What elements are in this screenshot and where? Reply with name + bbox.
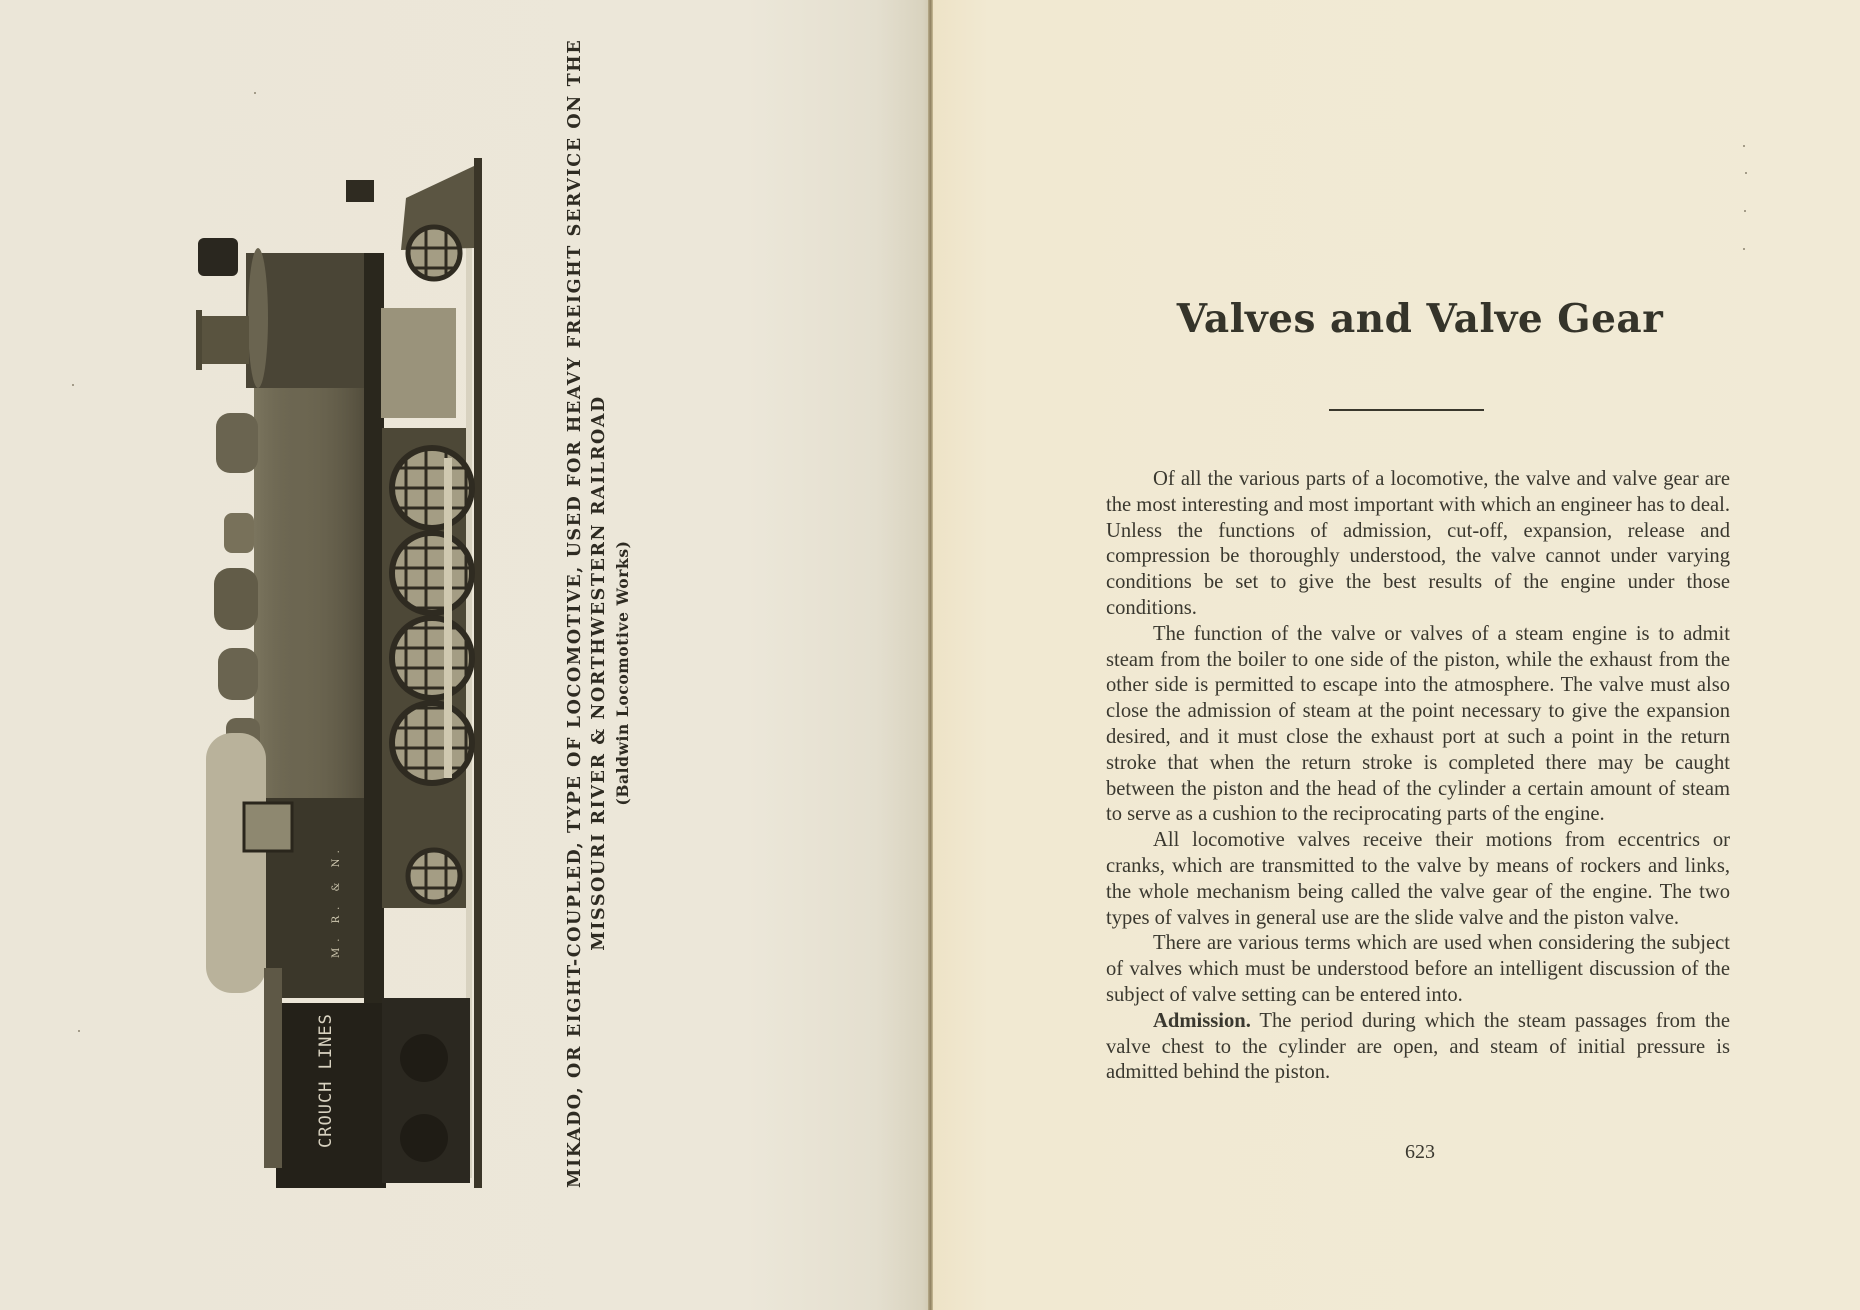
paragraph: There are various terms which are used when considering the subject of valves which must be understood before an intelligent discussion of the subject of valve setting can be entered into.	[1106, 932, 1730, 1006]
paragraph-admission-definition: Admission. The period during which the steam passages from the valve chest to the cylinder are open, and steam of initial pressure is admitted behind the piston.	[1106, 1009, 1730, 1084]
paper-speck	[78, 1030, 80, 1032]
paragraph: All locomotive valves receive their motions from eccentrics or cranks, which are transmitted to the valve by means of rockers and links, the whole mechanism being called the valve gear of the engine. The two types of valves in general use are the slide valve and the piston valve.	[1106, 829, 1730, 929]
plate-caption	[563, 38, 635, 1188]
chapter-body	[1106, 467, 1730, 1086]
page-number: 623	[1405, 1141, 1435, 1163]
paper-speck	[1743, 248, 1745, 250]
paragraph: Of all the various parts of a locomotive, the valve and valve gear are the most interesting and most important with which an engineer has to deal. Unless the functions of admission, cut-off, expansion, release and compression be thoroughly understood, the valve cannot under varying conditions be set to give the best results of the engine under those conditions.	[1106, 468, 1730, 619]
caption-line-2: MISSOURI RIVER & NORTHWESTERN RAILROAD	[589, 395, 609, 951]
term-admission: Admission.	[1153, 1009, 1251, 1032]
paper-speck	[1744, 210, 1746, 212]
locomotive-illustration	[196, 158, 486, 1188]
chapter-title: Valves and Valve Gear	[1176, 296, 1664, 342]
paper-speck	[1745, 172, 1747, 174]
locomotive-plate	[196, 158, 486, 1188]
caption-credit: (Baldwin Locomotive Works)	[613, 540, 632, 806]
title-rule	[1329, 409, 1484, 411]
paragraph: The function of the valve or valves of a steam engine is to admit steam from the boiler to one side of the piston, while the exhaust from the other side is permitted to escape into the atmosphere. The valve must also close the admission of steam at the point necessary to give the expansion desired, and it must close the exhaust port at such a point in the return stroke that when the return stroke is completed there may be caught between the piston and the head of the cylinder a certain amount of steam to serve as a cushion to the reciprocating parts of the engine.	[1106, 622, 1730, 826]
cab-lettering: M. R. & N.	[331, 844, 342, 958]
tender-lettering: CROUCH LINES	[316, 1013, 336, 1148]
paper-speck	[1743, 145, 1745, 147]
paper-speck	[254, 92, 256, 94]
caption-line-1: MIKADO, OR EIGHT-COUPLED, TYPE OF LOCOMOTIVE, USED FOR HEAVY FREIGHT SERVICE ON THE	[565, 38, 585, 1188]
paper-speck	[72, 384, 74, 386]
